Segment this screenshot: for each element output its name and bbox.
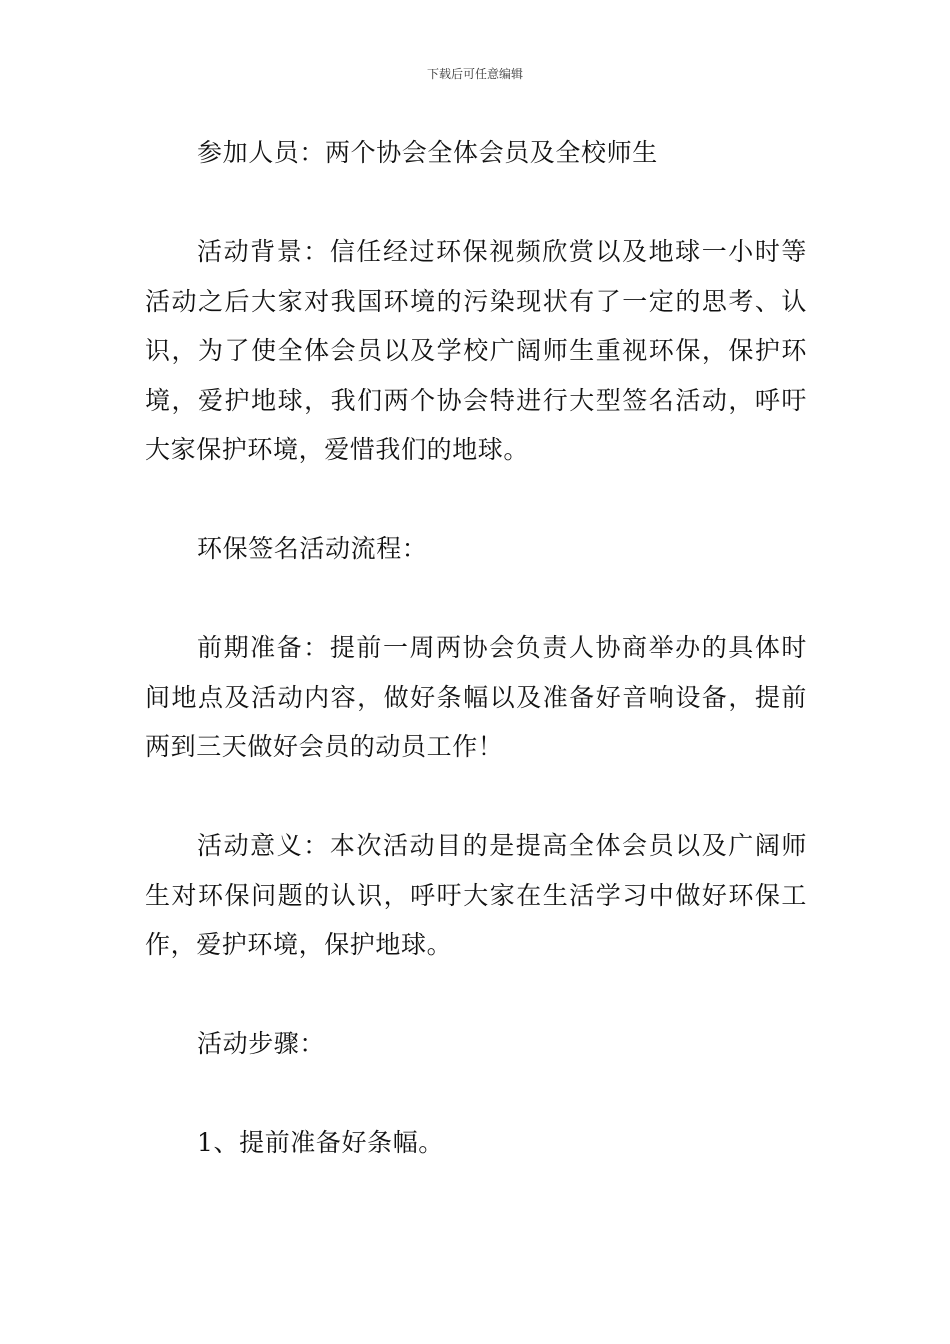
step-1-item: 1、提前准备好条幅。: [197, 1128, 444, 1157]
paragraph-spacer: [145, 970, 807, 1020]
paragraph-spacer: [145, 574, 807, 624]
paragraph-spacer: [145, 1069, 807, 1119]
paragraph-spacer: [145, 178, 807, 228]
paragraph-spacer: [145, 772, 807, 822]
background-paragraph: 活动背景：信任经过环保视频欣赏以及地球一小时等活动之后大家对我国环境的污染现状有了一定的思考、认识，为了使全体会员以及学校广阔师生重视环保，保护环境，爱护地球，我们两个协会特进行大型签名活动，呼吁大家保护环境，爱惜我们的地球。: [145, 237, 807, 464]
preparation-paragraph: 前期准备：提前一周两协会负责人协商举办的具体时间地点及活动内容，做好条幅以及准备好音响设备，提前两到三天做好会员的动员工作！: [145, 633, 807, 761]
paragraph-spacer: [145, 475, 807, 525]
document-body: [145, 128, 807, 1168]
process-heading: 环保签名活动流程：: [197, 534, 428, 563]
steps-heading: 活动步骤：: [197, 1029, 326, 1058]
significance-paragraph: 活动意义：本次活动目的是提高全体会员以及广阔师生对环保问题的认识，呼吁大家在生活学习中做好环保工作，爱护环境，保护地球。: [145, 831, 807, 959]
participants-paragraph: 参加人员：两个协会全体会员及全校师生: [197, 138, 658, 167]
page-header-note: 下载后可任意编辑: [426, 67, 523, 81]
